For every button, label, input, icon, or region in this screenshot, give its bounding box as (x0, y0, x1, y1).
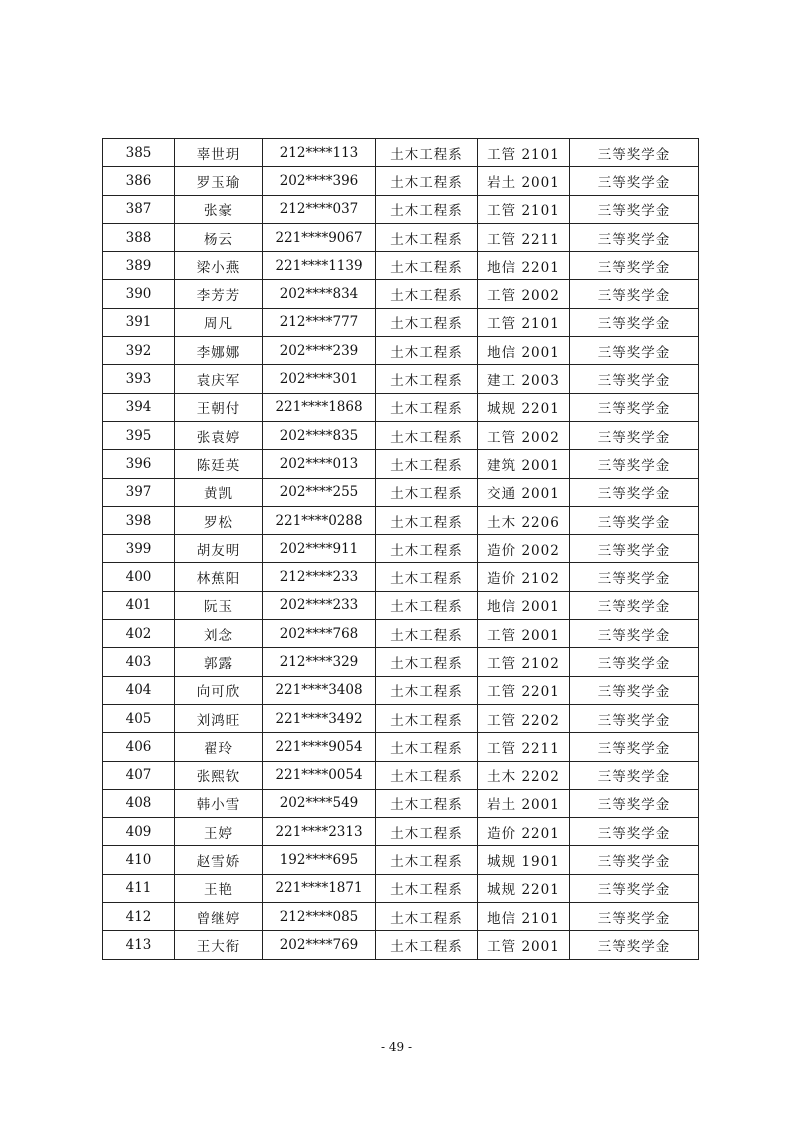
cell-class: 交通 2001 (478, 478, 570, 506)
cell-department: 土木工程系 (376, 393, 478, 421)
cell-award: 三等奖学金 (570, 704, 699, 732)
cell-department: 土木工程系 (376, 620, 478, 648)
cell-department: 土木工程系 (376, 167, 478, 195)
cell-student-id: 192****695 (263, 846, 376, 874)
cell-class: 建工 2003 (478, 365, 570, 393)
cell-department: 土木工程系 (376, 704, 478, 732)
cell-index: 396 (103, 450, 175, 478)
cell-name: 曾继婷 (175, 903, 263, 931)
cell-class: 工管 2001 (478, 931, 570, 959)
cell-name: 韩小雪 (175, 789, 263, 817)
table-row (103, 761, 699, 789)
cell-class: 造价 2002 (478, 535, 570, 563)
cell-index: 385 (103, 139, 175, 167)
cell-department: 土木工程系 (376, 789, 478, 817)
cell-name: 杨云 (175, 223, 263, 251)
table-row (103, 648, 699, 676)
cell-class: 造价 2102 (478, 563, 570, 591)
table-row (103, 195, 699, 223)
cell-index: 400 (103, 563, 175, 591)
cell-class: 城规 2201 (478, 874, 570, 902)
cell-index: 411 (103, 874, 175, 902)
cell-name: 王婷 (175, 818, 263, 846)
table-row (103, 450, 699, 478)
cell-department: 土木工程系 (376, 308, 478, 336)
table-row (103, 874, 699, 902)
cell-award: 三等奖学金 (570, 421, 699, 449)
cell-index: 403 (103, 648, 175, 676)
cell-student-id: 221****0054 (263, 761, 376, 789)
cell-student-id: 221****9054 (263, 733, 376, 761)
cell-index: 404 (103, 676, 175, 704)
cell-class: 造价 2201 (478, 818, 570, 846)
cell-name: 罗松 (175, 506, 263, 534)
page-number: - 49 - (380, 1040, 412, 1054)
cell-index: 394 (103, 393, 175, 421)
cell-student-id: 212****037 (263, 195, 376, 223)
cell-name: 王朝付 (175, 393, 263, 421)
table-row (103, 704, 699, 732)
cell-class: 地信 2201 (478, 252, 570, 280)
table-row (103, 393, 699, 421)
cell-name: 向可欣 (175, 676, 263, 704)
cell-student-id: 202****834 (263, 280, 376, 308)
cell-award: 三等奖学金 (570, 280, 699, 308)
cell-award: 三等奖学金 (570, 195, 699, 223)
cell-department: 土木工程系 (376, 846, 478, 874)
cell-name: 陈廷英 (175, 450, 263, 478)
cell-student-id: 221****2313 (263, 818, 376, 846)
cell-student-id: 202****255 (263, 478, 376, 506)
cell-index: 388 (103, 223, 175, 251)
cell-index: 390 (103, 280, 175, 308)
cell-class: 工管 2211 (478, 733, 570, 761)
cell-class: 城规 2201 (478, 393, 570, 421)
cell-student-id: 221****1139 (263, 252, 376, 280)
cell-student-id: 221****9067 (263, 223, 376, 251)
table-row (103, 846, 699, 874)
table-row (103, 903, 699, 931)
table-row (103, 620, 699, 648)
cell-index: 412 (103, 903, 175, 931)
cell-student-id: 202****239 (263, 337, 376, 365)
cell-name: 周凡 (175, 308, 263, 336)
cell-class: 工管 2101 (478, 308, 570, 336)
cell-department: 土木工程系 (376, 733, 478, 761)
cell-department: 土木工程系 (376, 223, 478, 251)
cell-class: 城规 1901 (478, 846, 570, 874)
cell-class: 建筑 2001 (478, 450, 570, 478)
table-row (103, 365, 699, 393)
cell-department: 土木工程系 (376, 903, 478, 931)
table-row (103, 478, 699, 506)
cell-class: 土木 2206 (478, 506, 570, 534)
cell-award: 三等奖学金 (570, 931, 699, 959)
cell-class: 工管 2002 (478, 421, 570, 449)
cell-index: 392 (103, 337, 175, 365)
cell-index: 398 (103, 506, 175, 534)
cell-student-id: 212****085 (263, 903, 376, 931)
cell-index: 389 (103, 252, 175, 280)
cell-award: 三等奖学金 (570, 393, 699, 421)
cell-department: 土木工程系 (376, 676, 478, 704)
cell-name: 赵雪娇 (175, 846, 263, 874)
cell-award: 三等奖学金 (570, 676, 699, 704)
cell-name: 张熙钦 (175, 761, 263, 789)
cell-name: 翟玲 (175, 733, 263, 761)
table-row (103, 252, 699, 280)
cell-name: 胡友明 (175, 535, 263, 563)
table-row (103, 223, 699, 251)
cell-class: 工管 2101 (478, 195, 570, 223)
cell-award: 三等奖学金 (570, 308, 699, 336)
cell-department: 土木工程系 (376, 818, 478, 846)
cell-name: 阮玉 (175, 591, 263, 619)
cell-student-id: 202****911 (263, 535, 376, 563)
cell-name: 王艳 (175, 874, 263, 902)
table-row (103, 139, 699, 167)
cell-award: 三等奖学金 (570, 846, 699, 874)
table-row (103, 308, 699, 336)
table-row (103, 535, 699, 563)
cell-award: 三等奖学金 (570, 620, 699, 648)
table-row (103, 676, 699, 704)
cell-department: 土木工程系 (376, 337, 478, 365)
cell-department: 土木工程系 (376, 931, 478, 959)
table-row (103, 337, 699, 365)
cell-index: 402 (103, 620, 175, 648)
cell-award: 三等奖学金 (570, 535, 699, 563)
cell-index: 407 (103, 761, 175, 789)
cell-class: 工管 2102 (478, 648, 570, 676)
cell-department: 土木工程系 (376, 506, 478, 534)
cell-department: 土木工程系 (376, 450, 478, 478)
cell-department: 土木工程系 (376, 280, 478, 308)
cell-award: 三等奖学金 (570, 223, 699, 251)
cell-class: 地信 2101 (478, 903, 570, 931)
cell-index: 399 (103, 535, 175, 563)
cell-award: 三等奖学金 (570, 648, 699, 676)
cell-class: 岩土 2001 (478, 167, 570, 195)
cell-name: 张袁婷 (175, 421, 263, 449)
cell-student-id: 202****769 (263, 931, 376, 959)
table-row (103, 280, 699, 308)
table-row (103, 733, 699, 761)
cell-award: 三等奖学金 (570, 789, 699, 817)
cell-class: 工管 2002 (478, 280, 570, 308)
cell-student-id: 221****3492 (263, 704, 376, 732)
table-row (103, 931, 699, 959)
cell-department: 土木工程系 (376, 252, 478, 280)
cell-name: 郭露 (175, 648, 263, 676)
cell-award: 三等奖学金 (570, 337, 699, 365)
cell-department: 土木工程系 (376, 478, 478, 506)
cell-class: 工管 2202 (478, 704, 570, 732)
cell-student-id: 202****835 (263, 421, 376, 449)
cell-student-id: 202****768 (263, 620, 376, 648)
cell-student-id: 202****549 (263, 789, 376, 817)
cell-class: 地信 2001 (478, 337, 570, 365)
cell-department: 土木工程系 (376, 874, 478, 902)
cell-class: 工管 2201 (478, 676, 570, 704)
cell-name: 张豪 (175, 195, 263, 223)
cell-index: 409 (103, 818, 175, 846)
cell-department: 土木工程系 (376, 563, 478, 591)
cell-student-id: 221****1871 (263, 874, 376, 902)
cell-student-id: 212****329 (263, 648, 376, 676)
cell-student-id: 202****396 (263, 167, 376, 195)
cell-index: 408 (103, 789, 175, 817)
cell-class: 土木 2202 (478, 761, 570, 789)
cell-award: 三等奖学金 (570, 252, 699, 280)
cell-name: 刘鸿旺 (175, 704, 263, 732)
cell-index: 397 (103, 478, 175, 506)
cell-award: 三等奖学金 (570, 818, 699, 846)
cell-index: 386 (103, 167, 175, 195)
cell-department: 土木工程系 (376, 365, 478, 393)
cell-award: 三等奖学金 (570, 167, 699, 195)
cell-award: 三等奖学金 (570, 506, 699, 534)
cell-name: 罗玉瑜 (175, 167, 263, 195)
cell-class: 工管 2001 (478, 620, 570, 648)
table-row (103, 421, 699, 449)
cell-award: 三等奖学金 (570, 450, 699, 478)
cell-name: 王大衔 (175, 931, 263, 959)
cell-department: 土木工程系 (376, 421, 478, 449)
cell-index: 405 (103, 704, 175, 732)
cell-award: 三等奖学金 (570, 733, 699, 761)
cell-name: 刘念 (175, 620, 263, 648)
cell-student-id: 221****1868 (263, 393, 376, 421)
cell-department: 土木工程系 (376, 535, 478, 563)
cell-award: 三等奖学金 (570, 591, 699, 619)
cell-student-id: 221****0288 (263, 506, 376, 534)
cell-department: 土木工程系 (376, 761, 478, 789)
cell-award: 三等奖学金 (570, 365, 699, 393)
cell-name: 梁小燕 (175, 252, 263, 280)
cell-class: 工管 2101 (478, 139, 570, 167)
cell-award: 三等奖学金 (570, 139, 699, 167)
table-row (103, 591, 699, 619)
cell-name: 李芳芳 (175, 280, 263, 308)
cell-student-id: 212****113 (263, 139, 376, 167)
cell-student-id: 202****013 (263, 450, 376, 478)
cell-name: 辜世玥 (175, 139, 263, 167)
cell-index: 395 (103, 421, 175, 449)
cell-index: 401 (103, 591, 175, 619)
cell-award: 三等奖学金 (570, 903, 699, 931)
table-row (103, 789, 699, 817)
cell-student-id: 202****233 (263, 591, 376, 619)
cell-student-id: 221****3408 (263, 676, 376, 704)
cell-name: 林蕉阳 (175, 563, 263, 591)
cell-index: 406 (103, 733, 175, 761)
cell-award: 三等奖学金 (570, 478, 699, 506)
cell-index: 391 (103, 308, 175, 336)
table-row (103, 167, 699, 195)
cell-class: 地信 2001 (478, 591, 570, 619)
cell-department: 土木工程系 (376, 648, 478, 676)
cell-student-id: 212****233 (263, 563, 376, 591)
cell-name: 袁庆军 (175, 365, 263, 393)
table-row (103, 563, 699, 591)
cell-student-id: 202****301 (263, 365, 376, 393)
cell-class: 岩土 2001 (478, 789, 570, 817)
cell-award: 三等奖学金 (570, 563, 699, 591)
cell-department: 土木工程系 (376, 195, 478, 223)
cell-department: 土木工程系 (376, 591, 478, 619)
table-row (103, 506, 699, 534)
cell-class: 工管 2211 (478, 223, 570, 251)
cell-index: 393 (103, 365, 175, 393)
cell-index: 387 (103, 195, 175, 223)
cell-index: 410 (103, 846, 175, 874)
cell-name: 李娜娜 (175, 337, 263, 365)
cell-award: 三等奖学金 (570, 874, 699, 902)
cell-department: 土木工程系 (376, 139, 478, 167)
scholarship-table-body (103, 139, 699, 960)
cell-award: 三等奖学金 (570, 761, 699, 789)
cell-name: 黄凯 (175, 478, 263, 506)
cell-index: 413 (103, 931, 175, 959)
table-row (103, 818, 699, 846)
cell-student-id: 212****777 (263, 308, 376, 336)
scholarship-table (102, 138, 699, 960)
